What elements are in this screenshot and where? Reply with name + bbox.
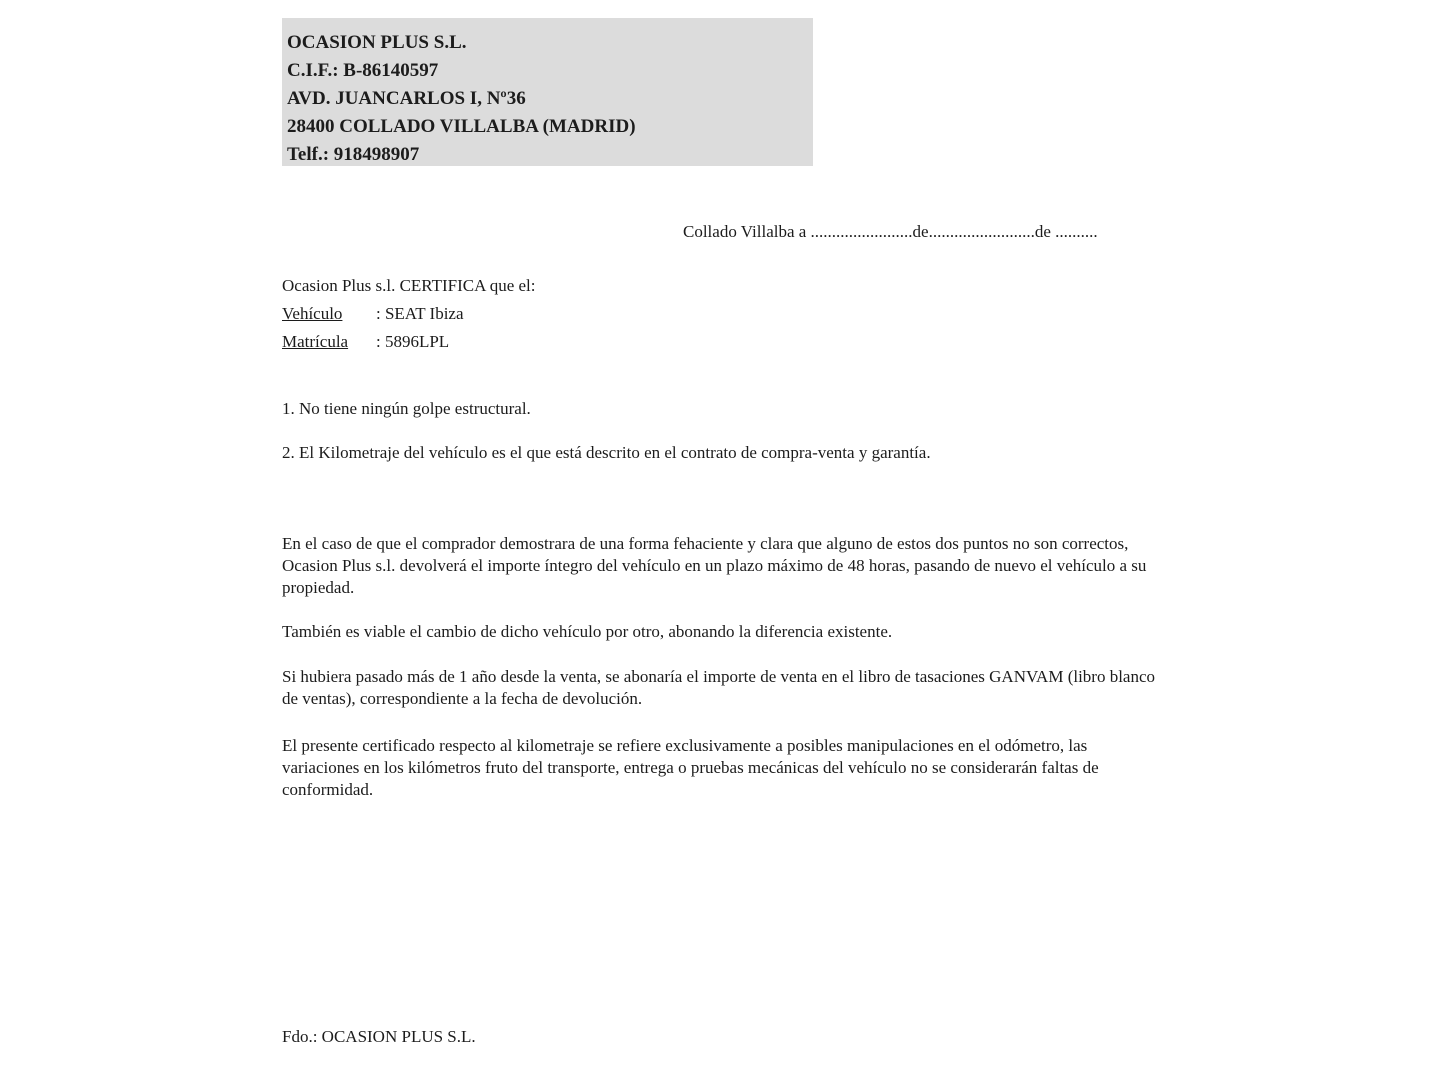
vehicle-field	[282, 300, 536, 328]
vehicle-value: : SEAT Ibiza	[376, 304, 464, 323]
company-cif: C.I.F.: B-86140597	[287, 60, 439, 81]
date-line: Collado Villalba a ........................de.........................de ..........	[683, 222, 1098, 241]
plate-label: Matrícula	[282, 332, 349, 351]
company-phone: Telf.: 918498907	[287, 144, 420, 165]
signature-line: Fdo.: OCASION PLUS S.L.	[282, 1027, 476, 1046]
vehicle-label: Vehículo	[282, 304, 343, 323]
paragraph-exchange-option: También es viable el cambio de dicho vehículo por otro, abonando la diferencia existente.	[282, 622, 893, 641]
paragraph-ganvam-valuation: Si hubiera pasado más de 1 año desde la venta, se abonaría el importe de venta en el libro de tasaciones GANVAM (libro blanco de ventas), correspondiente a la fecha de devolución.	[282, 667, 1156, 708]
numbered-point-structural: 1. No tiene ningún golpe estructural.	[282, 399, 531, 418]
numbered-point-mileage: 2. El Kilometraje del vehículo es el que está descrito en el contrato de compra-venta y garantía.	[282, 443, 931, 462]
paragraph-refund-terms: En el caso de que el comprador demostrara de una forma fehaciente y clara que alguno de estos dos puntos no son correctos, Ocasion Plus s.l. devolverá el importe íntegro del vehículo en un plazo máximo de 48 horas, pasando de nuevo el vehículo a su propiedad.	[282, 534, 1147, 597]
company-city: 28400 COLLADO VILLALBA (MADRID)	[287, 116, 636, 137]
company-header-block	[282, 18, 813, 166]
plate-field	[282, 328, 536, 356]
certification-intro: Ocasion Plus s.l. CERTIFICA que el:	[282, 276, 536, 295]
paragraph-odometer-disclaimer: El presente certificado respecto al kilometraje se refiere exclusivamente a posibles manipulaciones en el odómetro, las variaciones en los kilómetros fruto del transporte, entrega o pruebas mecánicas del vehículo no se considerarán faltas de conformidad.	[282, 736, 1099, 799]
plate-value: : 5896LPL	[376, 332, 450, 351]
company-name: OCASION PLUS S.L.	[287, 32, 467, 53]
company-address: AVD. JUANCARLOS I, Nº36	[287, 88, 526, 109]
certification-block	[282, 272, 536, 356]
